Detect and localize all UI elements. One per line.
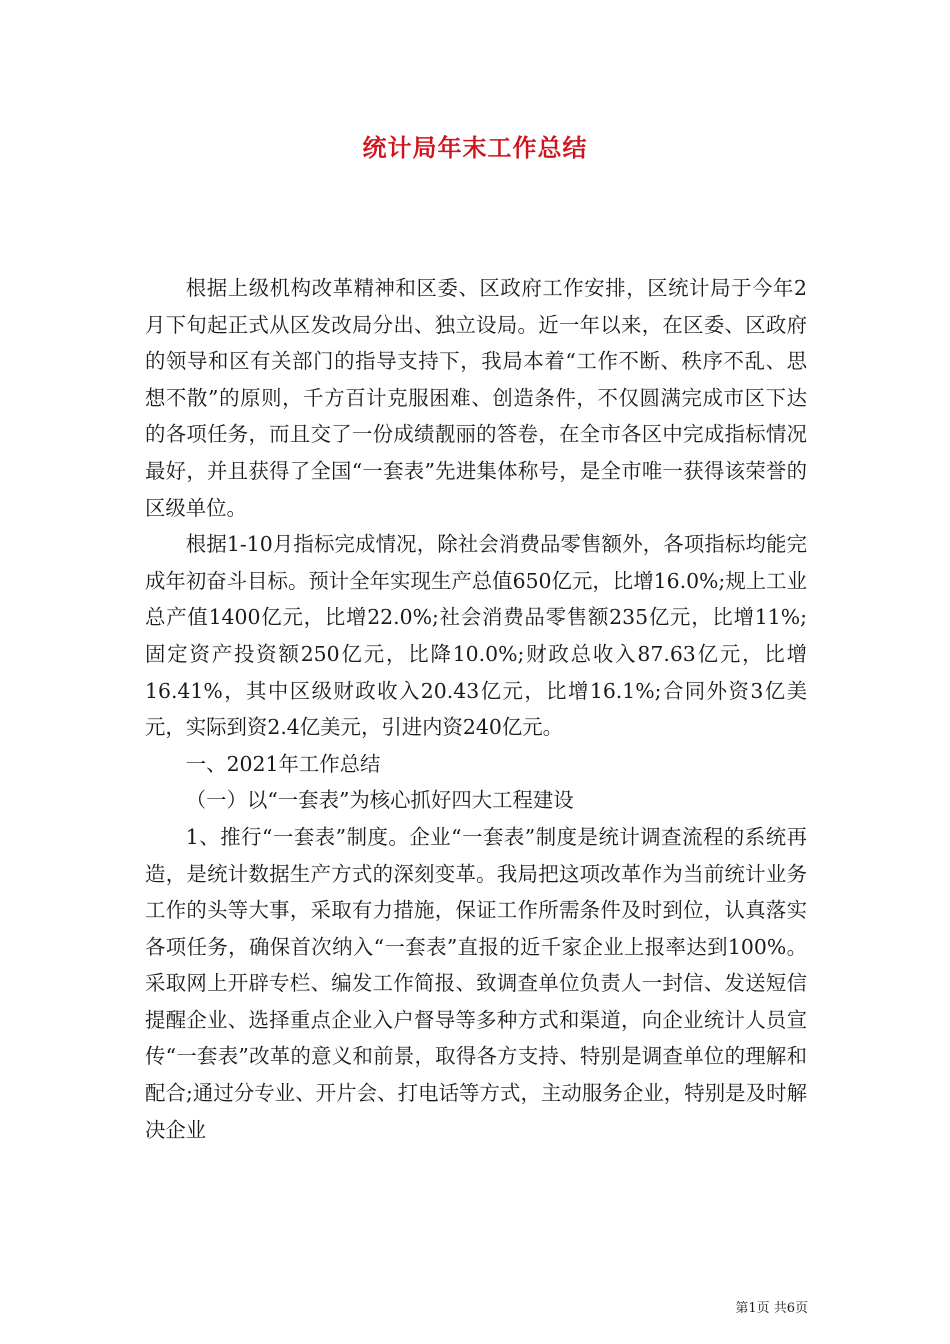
paragraph-one-set-tables: 1、推行“一套表”制度。企业“一套表”制度是统计调查流程的系统再造，是统计数据生产方式的深刻变革。我局把这项改革作为当前统计业务工作的头等大事，采取有力措施，保证工作所需条件及时到位，认真落实各项任务，确保首次纳入“一套表”直报的近千家企业上报率达到100%。采取网上开辟专栏、编发工作简报、致调查单位负责人一封信、发送短信提醒企业、选择重点企业入户督导等多种方式和渠道，向企业统计人员宣传“一套表”改革的意义和前景，取得各方支持、特别是调查单位的理解和配合;通过分专业、开片会、打电话等方式，主动服务企业，特别是及时解决企业 xyxy=(145,824,807,1142)
page-number: 第1页 共6页 xyxy=(735,1301,808,1316)
document-body xyxy=(145,270,807,1148)
section-heading: 一、2021年工作总结 xyxy=(185,751,381,776)
paragraph-intro: 根据上级机构改革精神和区委、区政府工作安排，区统计局于今年2月下旬起正式从区发改局分出、独立设局。近一年以来，在区委、区政府的领导和区有关部门的指导支持下，我局本着“工作不断、秩序不乱、思想不散”的原则，千方百计克服困难、创造条件，不仅圆满完成市区下达的各项任务，而且交了一份成绩靓丽的答卷，在全市各区中完成指标情况最好，并且获得了全国“一套表”先进集体称号，是全市唯一获得该荣誉的区级单位。 xyxy=(145,276,807,520)
paragraph-indicators: 根据1-10月指标完成情况，除社会消费品零售额外，各项指标均能完成年初奋斗目标。预计全年实现生产总值650亿元，比增16.0%;规上工业总产值1400亿元，比增22.0%;社会消费品零售额235亿元，比增11%;固定资产投资额250亿元，比降10.0%;财政总收入87.63亿元，比增16.41%，其中区级财政收入20.43亿元，比增16.1%;合同外资3亿美元，实际到资2.4亿美元，引进内资240亿元。 xyxy=(145,532,807,740)
subsection-heading: （一）以“一套表”为核心抓好四大工程建设 xyxy=(185,788,574,813)
document-title: 统计局年末工作总结 xyxy=(362,134,588,162)
